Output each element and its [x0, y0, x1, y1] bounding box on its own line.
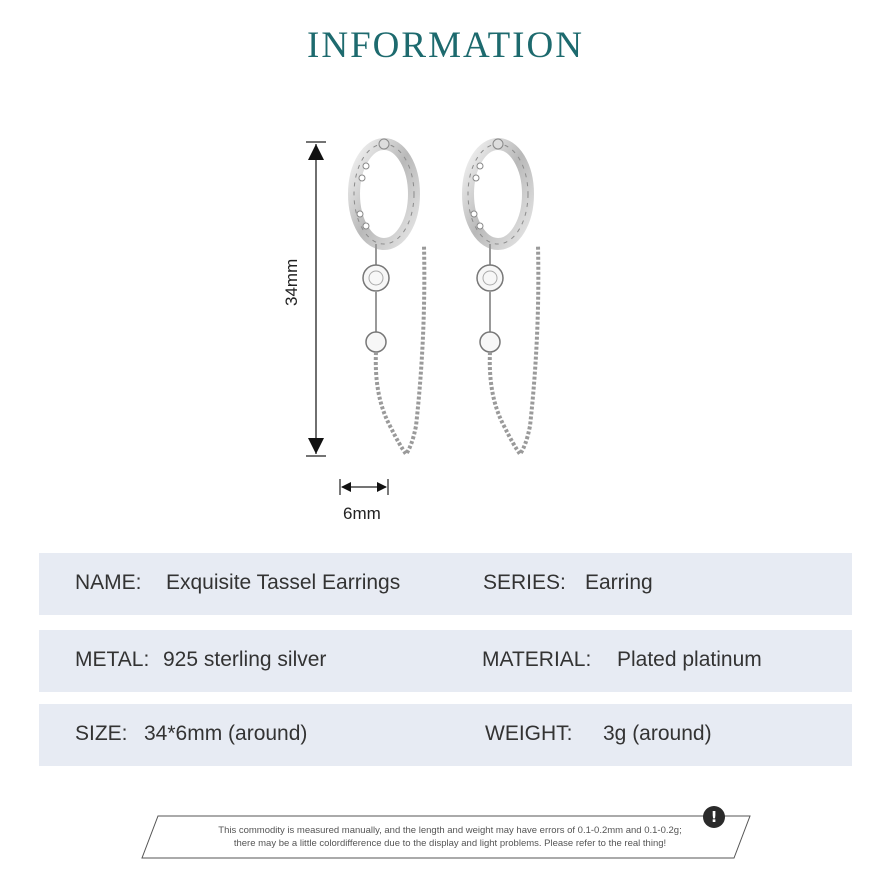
notice-line-2: there may be a little colordifference due to the display and light problems. Please refer to the real thing!	[233, 838, 667, 849]
height-dimension-arrow	[300, 140, 332, 458]
info-row-metal	[39, 630, 852, 692]
earrings-product-image	[340, 136, 570, 466]
size-value: 34*6mm (around)	[144, 722, 308, 745]
right-earring	[468, 139, 538, 454]
measurement-notice	[140, 814, 752, 860]
height-dimension-label: 34mm	[282, 258, 301, 306]
name-label: NAME:	[75, 571, 142, 594]
notice-line-1: This commodity is measured manually, and the length and weight may have errors of 0.1-0.2mm and 0.1-0.2g;	[218, 825, 682, 836]
series-value: Earring	[585, 571, 653, 594]
width-dimension-label: 6mm	[343, 504, 381, 523]
left-earring	[354, 139, 424, 454]
material-label: MATERIAL:	[482, 648, 592, 671]
notice-text	[170, 824, 730, 850]
info-row-name	[39, 553, 852, 615]
name-value: Exquisite Tassel Earrings	[166, 571, 401, 594]
series-label: SERIES:	[483, 571, 566, 594]
info-row-size	[39, 704, 852, 766]
weight-value: 3g (around)	[603, 722, 712, 745]
metal-value: 925 sterling silver	[163, 648, 327, 671]
size-label: SIZE:	[75, 722, 128, 745]
warning-icon: !	[703, 806, 725, 828]
page-title: INFORMATION	[307, 25, 584, 66]
weight-label: WEIGHT:	[485, 722, 573, 745]
material-value: Plated platinum	[617, 648, 762, 671]
metal-label: METAL:	[75, 648, 150, 671]
width-dimension-arrow	[338, 476, 394, 498]
